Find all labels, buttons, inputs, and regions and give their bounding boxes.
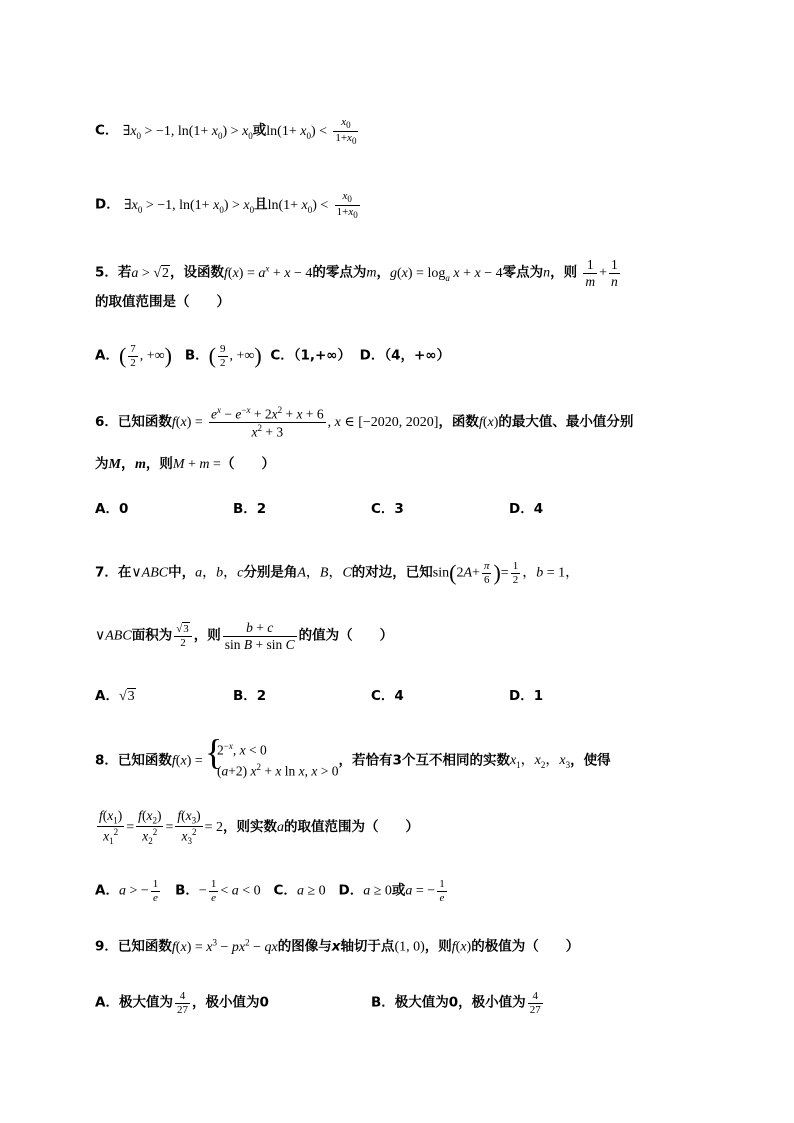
q5-options: A．( $\frac{7}{2}$ , +∞) B．( $\frac{9}{2}$ , +∞) C．（1,+∞） D．（4，+∞） — [95, 343, 451, 369]
q7-stem: 7．在∨ABC中，a，b，c分别是角A，B，C的对边，已知sin(2A+ $\frac{\pi}{6}$ )= $\frac{1}{2}$ ，b = 1， — [95, 560, 580, 586]
q6-stem-line2: 为M，m，则M + m =（ ） — [95, 456, 275, 472]
q5-stem-line2: 的取值范围是（ ） — [95, 294, 230, 310]
q4-option-d: D． $\exists x_0 > -1$, $\ln(1+ x_0) > x_0$且$\ln(1+ x_0)$ < $\frac{x_0}{1+x_0}$ — [95, 190, 358, 220]
q7-stem-line2: ∨ABC面积为 $\frac{√3}{2}$ ，则 $\frac{b + c}{\text{sin B + sin C}}$ 的值为（ ） — [95, 620, 394, 652]
q9-stem: 9．已知函数$f(x) = x^3 - px^2$ − qx的图像与x轴切于点(1, 0)，则f(x)的极值为（ ） — [95, 937, 580, 955]
q6-stem: 6．已知函数f(x) = $\frac{e^x - e^{-x} + 2x^2 + x + 6}{x^2 + 3}$ , x ∈ [−2020, 2020]，函数f(x)的最大值、最小值分别 — [95, 405, 634, 440]
q8-options: A．a > − $\frac{1}{e}$ B．− $\frac{1}{e}$ < a < 0 C．a ≥ 0 D．a ≥ 0或a = − $\frac{1}{e}$ — [95, 878, 445, 904]
q4-option-c: C． $\exists x_0 > -1$, $\ln(1+ x_0) > x_0$或$\ln(1+ x_0)$ < $\frac{x_0}{1+x_0}$ — [95, 116, 357, 146]
q8-stem: 8．已知函数f(x) = { $2^{-x}$, x < 0 (a+2) $x^2 + x$ ln x, x > 0 ，若恰有3个互不相同的实数$x_1$，$x_2$，$x_3$，使得 — [95, 740, 754, 782]
q8-stem-line2: $\frac{f(x_1)}{x_1^2}$ = $\frac{f(x_2)}{x_2^2}$ = $\frac{f(x_3)}{x_3^2}$ = 2，则实数a的取值范围为（ ） — [99, 808, 420, 847]
q5-stem: 5．若a > √2，设函数$f(x) = a^x + x - 4$的零点为m，$g(x) = \log_a x + x - 4$零点为n，则 $\frac{1}{m}$ + $\frac{1}{n}$ — [95, 257, 618, 289]
